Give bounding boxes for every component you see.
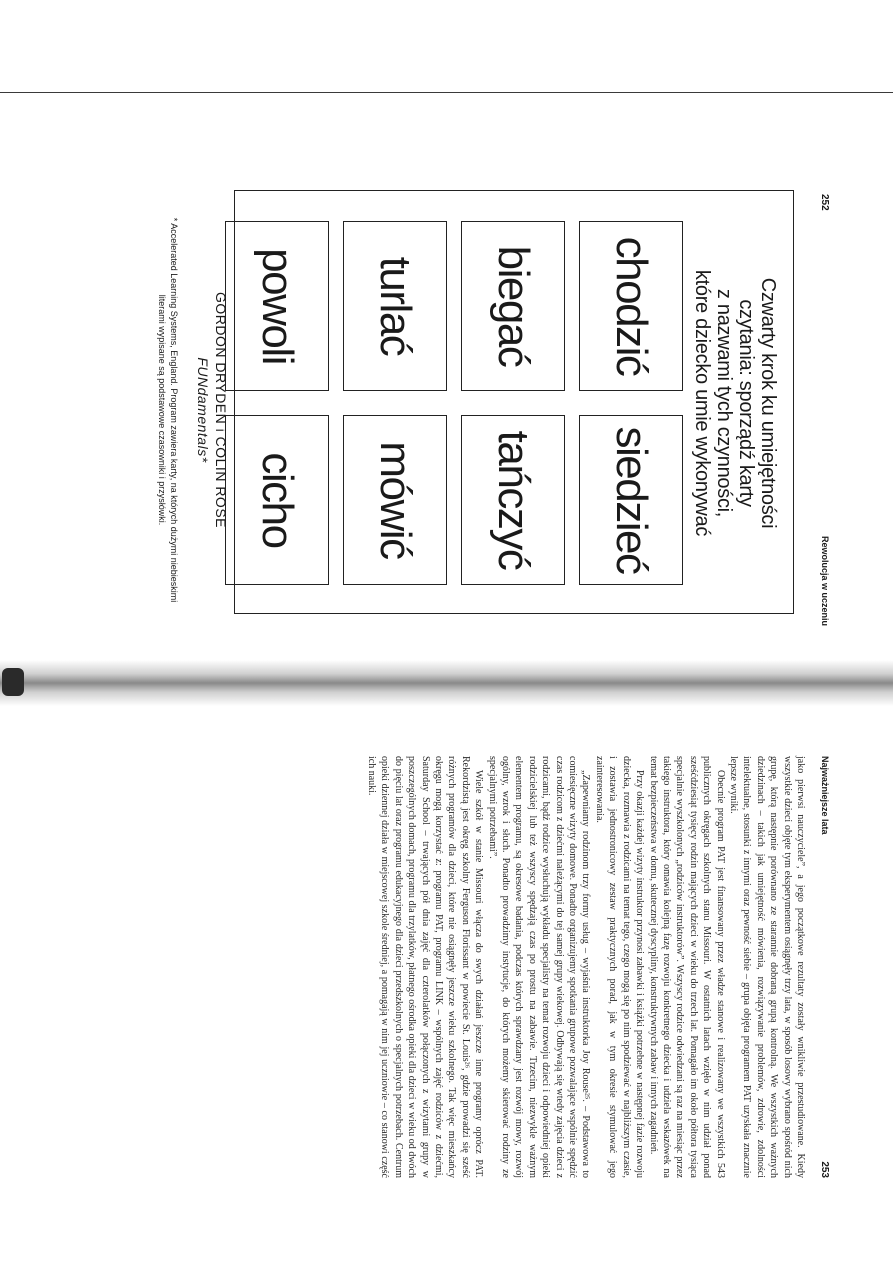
running-head: Najważniejsze lata [820,756,830,835]
page-number: 253 [819,1161,830,1178]
authors: GORDON DRYDEN i COLIN ROSE [213,292,229,528]
page-header [807,752,830,1182]
paragraph: jako pierwsi nauczyciele”, a jego początkowe rezultaty zostały wnikliwie przestudiowane. Kiedy wszystkie dzieci objęte tym eksperymentem osiągnęły trzy lata, w sposób losowy wybrano spośród nich grupę, którą następnie porównano ze starannie dobraną grupą kontrolną. We wszystkich ważnych dziedzinach – takich jak umiejętność mówienia, rozwiązywanie problemów, zdrowie, zdolności intelektualne, stosunki z innymi oraz pewność siebie – grupa objęta programem PAT uzyskała znacznie lepsze wyniki. [727,756,806,1178]
figure-frame [234,190,794,614]
figure-credits [110,190,230,630]
paragraph: „Zapewniamy rodzinom trzy formy usług – wyjaśnia instruktorka Joy Rouse²⁵. – Podstawowa to comiesięczne wizyty domowe. Ponadto organizujemy spotkania grupowe pozwalające wspólnie spędzić czas rodzicom z dziećmi należącymi do tej samej grupy wiekowej. Odbywają się wtedy zajęcia dzieci z rodzicami, bądź rodzice wysłuchują wykładu specjalisty na temat rozwoju dzieci i odpowiedniej opieki rodzicielskiej lub też wszyscy spędzają czas po prostu na zabawie. Trzecim, niezwykle ważnym elementem programu, są okresowe badania, podczas których sprawdzany jest rozwój mowy, rozwój ogólny, wzrok i słuch. Ponadto prowadzimy instytucje, do których możemy skierować rodziny ze specjalnymi potrzebami”. [486,756,592,1178]
figure-caption [691,191,779,615]
word-card: chodzić [579,221,683,391]
word-card: tańczyć [461,415,565,585]
word-card: powoli [225,221,329,391]
running-head: Rewolucja w uczeniu [820,535,830,626]
word-card: cicho [225,415,329,585]
book-title: FUNdamentals* [195,357,211,463]
card-row [225,221,329,585]
scan-line [0,92,893,93]
paragraph: Przy okazji każdej wizyty instruktor przynosi zabawki i książki potrzebne w następnej fazie rozwoju dziecka, rozmawia z rodzicami na temat tego, czego mogą się po nim spodziewać w najbliższym czasie, i zostawia jednostronicowy zestaw praktycznych porad, jak w tym okresie stymulować jego zainteresowania. [593,756,646,1178]
card-row [579,221,683,585]
body-text [365,752,807,1182]
card-row [461,221,565,585]
page-header [807,190,830,630]
caption-line: Czwarty krok ku umiejętności [757,277,779,529]
word-cards [211,221,683,585]
page-number: 252 [819,194,830,211]
paragraph: Obecnie program PAT jest finansowany przez władze stanowe i realizowany we wszystkich 543 publicznych okręgach szkolnych stanu Missouri. W ostatnich latach wzięło w nim udział ponad sześćdziesiąt tysięcy rodzin mających dzieci w wieku do trzech lat. Pomagało im około półtora tysiąca specjalnie wyszkolonych „rodziców instruktorów”. Wszyscy rodzice odwiedzani są raz na miesiąc przez takiego instruktora, który omawia kolejną fazę rozwoju konkretnego dziecka i udziela wskazówek na temat bezpieczeństwa w domu, skutecznej dyscypliny, konstruktywnych zabaw i innych zagadnień. [647,756,726,1178]
caption-line: które dziecko umie wykonywać [691,269,713,537]
book-spine-shadow [0,660,893,706]
caption-line: z nazwami tych czynności, [713,288,735,518]
page-253 [60,752,830,1182]
paragraph: Wiele szkół w stanie Missouri włącza do swych działań jeszcze inne programy oprócz PAT. Rekordzistą jest okręg szkolny Ferguson Florissant w powiecie St. Louis²⁶, gdzie prowadzi się sześć różnych programów dla dzieci, które nie osiągnęły jeszcze wieku szkolnego. Tak więc mieszkańcy okręgu mogą korzystać z: programu PAT, programu LINK – wspólnych zajęć rodziców z dziećmi, Saturday School – trwających pół dnia zajęć dla czterolatków połączonych z wizytami grupy w poszczególnych domach, programu dla trzylatków, płatnego ośrodka opieki dla dzieci w wieku od dwóch do pięciu lat oraz programu edukacyjnego dla dzieci przedszkolnych o specjalnych potrzebach. Centrum opieki dziennej działa w miejscowej szkole średniej, a pomagają w nim jej uczniowie – co stanowi część ich nauki. [366,756,485,1178]
footnote: * Accelerated Learning Systems, England. Program zawiera karty, na których dużymi niebieskimi literami wypisane są podstawowe czasowniki i przysłówki. [157,217,179,603]
word-card: biegać [461,221,565,391]
word-card: turlać [343,221,447,391]
word-card: siedzieć [579,415,683,585]
caption-line: czytania: sporządź karty [735,299,757,507]
scan-edge-mark [2,668,24,696]
word-card: mówić [343,415,447,585]
card-row [343,221,447,585]
